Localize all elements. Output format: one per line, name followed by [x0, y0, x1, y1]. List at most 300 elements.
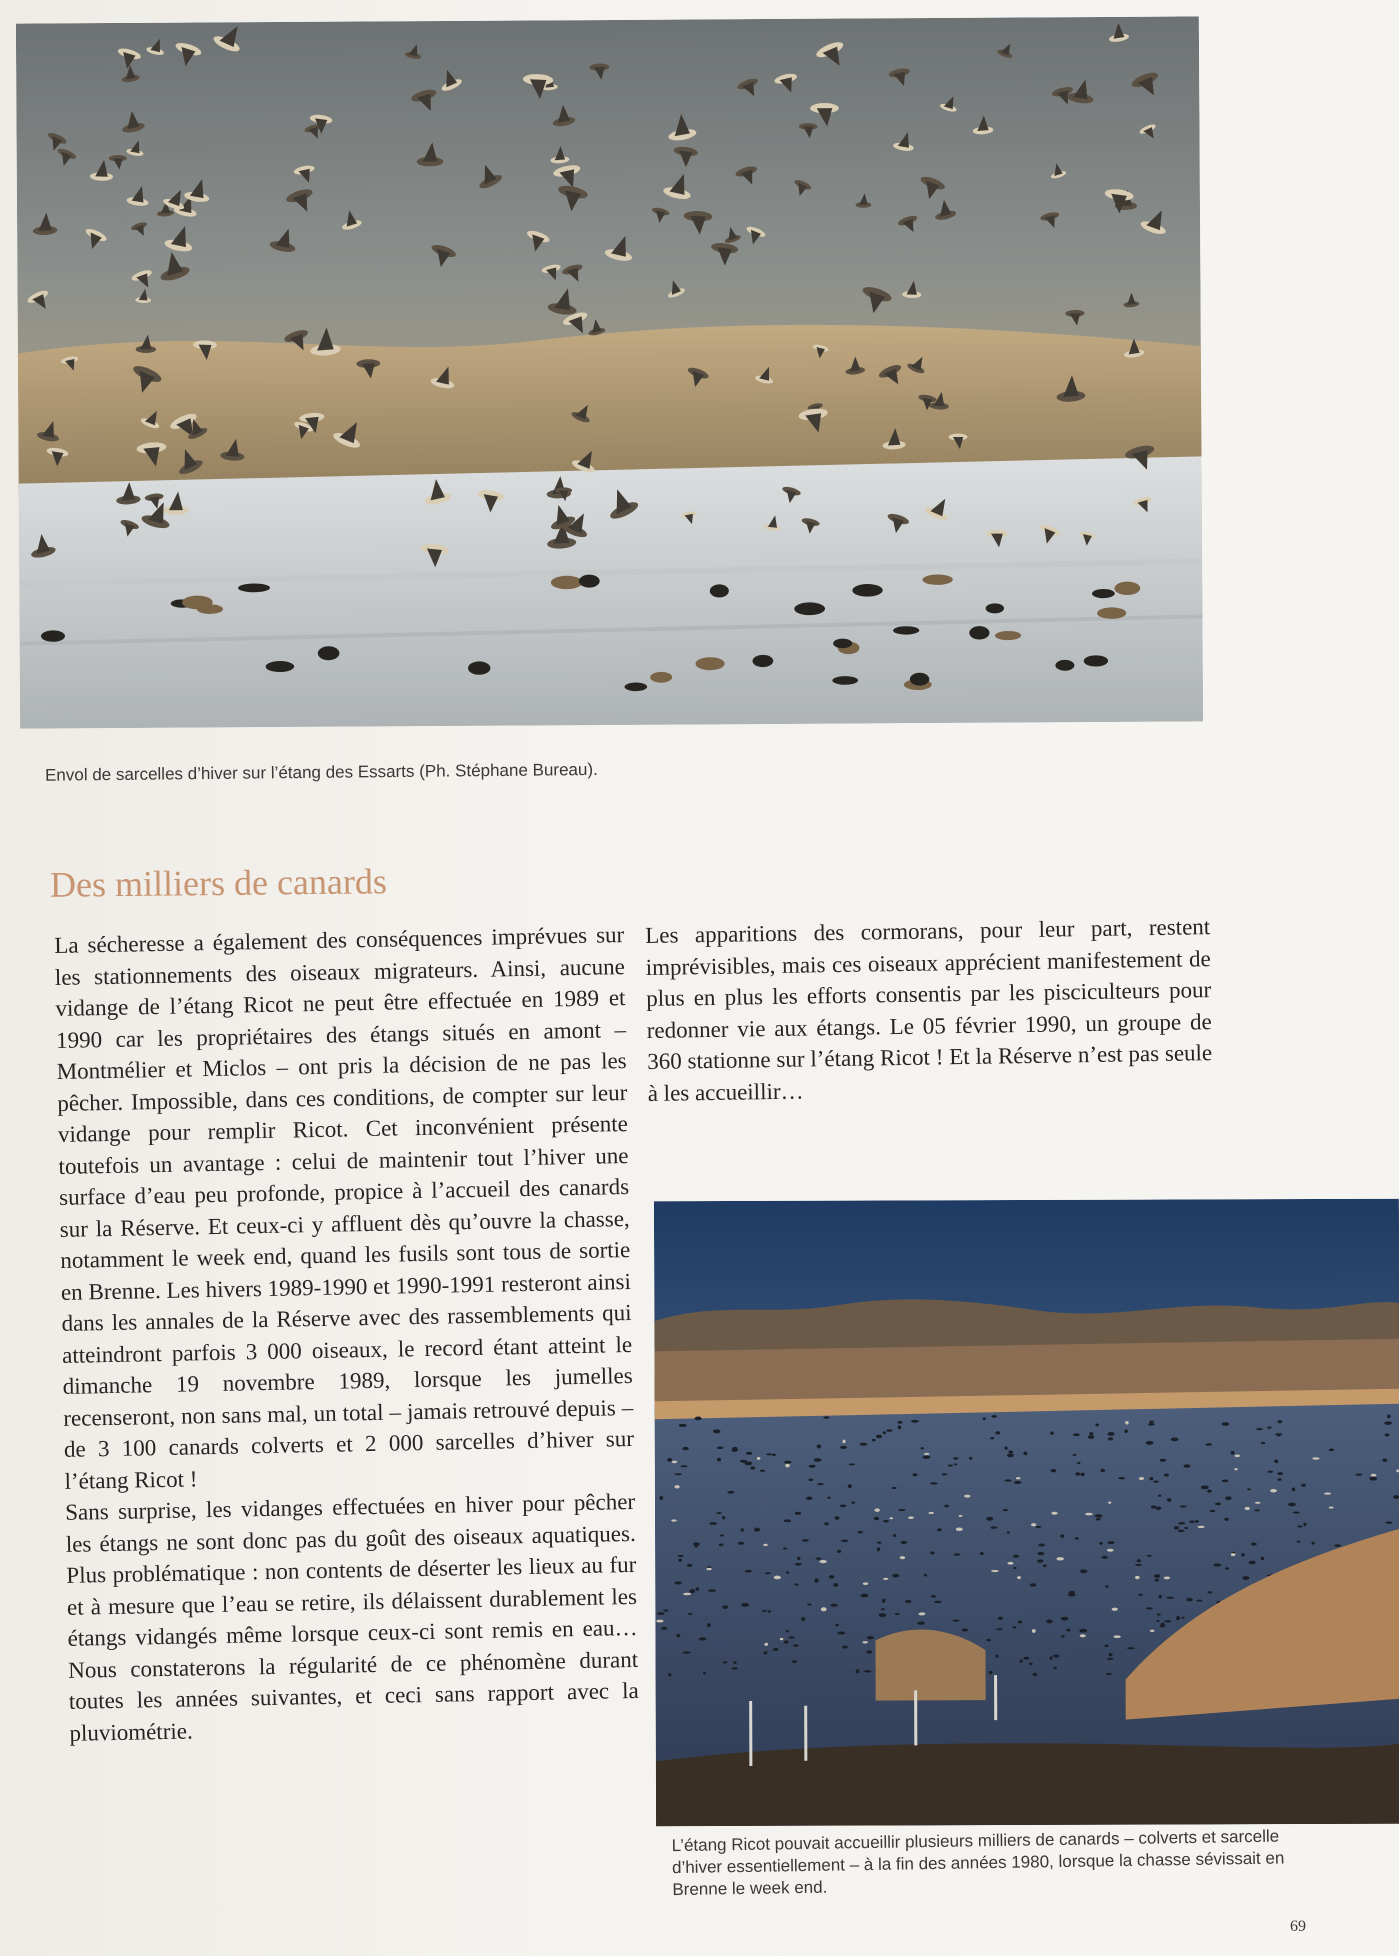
distant-duck [1095, 1423, 1098, 1426]
distant-duck [720, 1534, 724, 1536]
distant-duck [908, 1516, 914, 1519]
distant-duck [1156, 1506, 1162, 1510]
distant-duck [1186, 1598, 1193, 1601]
distant-duck [1329, 1449, 1334, 1452]
distant-duck [1107, 1549, 1114, 1552]
distant-duck [1148, 1423, 1155, 1426]
distant-duck [1329, 1506, 1334, 1508]
distant-duck [1207, 1490, 1212, 1493]
distant-duck [867, 1636, 874, 1639]
distant-duck [688, 1613, 692, 1615]
distant-duck [738, 1542, 744, 1545]
distant-duck [1073, 1454, 1077, 1456]
distant-duck [1020, 1659, 1023, 1663]
swimming-duck [969, 626, 989, 640]
distant-duck [1387, 1415, 1391, 1419]
distant-duck [1101, 1556, 1107, 1559]
distant-duck [1099, 1542, 1103, 1545]
distant-duck [788, 1636, 795, 1638]
distant-duck [1234, 1468, 1237, 1470]
distant-duck [969, 1457, 972, 1460]
distant-duck [1135, 1576, 1140, 1579]
distant-duck [1171, 1437, 1179, 1441]
distant-duck [1100, 1469, 1105, 1472]
distant-duck [882, 1599, 886, 1603]
distant-duck [786, 1630, 789, 1632]
distant-duck [699, 1637, 707, 1640]
distant-duck [856, 1669, 860, 1673]
distant-duck [661, 1627, 667, 1630]
distant-duck [745, 1570, 752, 1573]
distant-duck [1124, 1429, 1128, 1433]
distant-duck [948, 1464, 953, 1466]
distant-duck [1080, 1569, 1087, 1573]
distant-duck [986, 1517, 993, 1521]
distant-duck [944, 1505, 949, 1508]
distant-duck [1181, 1617, 1184, 1619]
distant-duck [840, 1504, 847, 1507]
distant-duck [706, 1568, 711, 1571]
distant-duck [744, 1461, 752, 1465]
distant-duck [1270, 1489, 1277, 1492]
distant-duck [1031, 1523, 1036, 1526]
distant-duck [695, 1545, 699, 1547]
distant-duck [797, 1557, 800, 1560]
distant-duck [1017, 1576, 1021, 1579]
distant-duck [1075, 1537, 1079, 1540]
distant-duck [814, 1458, 822, 1462]
distant-duck [1112, 1608, 1118, 1611]
distant-duck [657, 1612, 665, 1615]
distant-duck [1149, 1477, 1153, 1480]
distant-duck [763, 1544, 767, 1546]
distant-duck [675, 1485, 680, 1488]
distant-duck [687, 1564, 693, 1567]
distant-duck [1371, 1474, 1377, 1477]
distant-duck [1109, 1653, 1113, 1656]
distant-duck [1222, 1479, 1229, 1482]
distant-duck [676, 1634, 680, 1637]
distant-duck [1050, 1656, 1053, 1660]
distant-duck [837, 1550, 841, 1553]
left-paragraph-2: Sans surprise, les vidanges effectuées en hiver pour pêcher les étangs ne sont donc pas du goût des oiseaux aquatiques. Plus problématique : non contents de déserter les lieux au fur et à mesure que l’eau se retire, ils délaissent durablement les étangs vidangés même lorsque ceux-ci sont remis en eau… Nous constaterons la régularité de ce phénomène durant toutes les années suivantes, et ceci sans rapport avec la pluviométrie. [64, 1488, 639, 1746]
distant-duck [1014, 1481, 1021, 1484]
distant-duck [1125, 1421, 1129, 1424]
teal-flight-illustration [16, 16, 1203, 728]
distant-duck [1157, 1613, 1161, 1615]
distant-duck [858, 1531, 864, 1534]
distant-duck [1017, 1620, 1022, 1623]
distant-duck [1108, 1541, 1115, 1544]
distant-duck [861, 1594, 869, 1598]
distant-duck [1032, 1629, 1036, 1633]
distant-duck [1296, 1541, 1300, 1543]
distant-duck [719, 1543, 724, 1546]
distant-duck [990, 1526, 997, 1529]
distant-duck [1051, 1469, 1057, 1472]
teal-flight-photo [16, 16, 1203, 728]
distant-duck [931, 1595, 936, 1598]
distant-duck [1146, 1441, 1154, 1445]
distant-duck [842, 1646, 848, 1649]
distant-duck [757, 1457, 761, 1460]
distant-duck [1154, 1574, 1160, 1578]
distant-duck [823, 1416, 829, 1418]
swimming-duck [910, 673, 929, 686]
distant-duck [953, 1457, 958, 1459]
distant-duck [795, 1512, 802, 1515]
distant-duck [1046, 1619, 1052, 1623]
distant-duck [1249, 1561, 1256, 1565]
distant-duck [1382, 1458, 1387, 1461]
distant-duck [995, 1431, 1000, 1434]
distant-duck [695, 1587, 699, 1591]
distant-duck [667, 1458, 672, 1462]
distant-duck [717, 1446, 724, 1449]
distant-duck [693, 1542, 700, 1545]
distant-duck [678, 1559, 682, 1562]
distant-duck [1137, 1559, 1141, 1562]
distant-duck [732, 1447, 737, 1450]
distant-duck [1189, 1520, 1194, 1523]
distant-duck [1138, 1594, 1143, 1596]
distant-duck [801, 1617, 805, 1621]
distant-duck [656, 1620, 663, 1623]
distant-duck [1089, 1432, 1093, 1435]
distant-duck [750, 1466, 755, 1469]
distant-duck [1105, 1585, 1109, 1588]
distant-duck [986, 1639, 991, 1642]
distant-duck [1030, 1583, 1037, 1586]
distant-duck [766, 1453, 771, 1455]
distant-duck [1012, 1626, 1016, 1628]
distant-duck [983, 1417, 986, 1420]
distant-duck [918, 1612, 925, 1615]
distant-duck [877, 1547, 881, 1551]
left-paragraph-1: La sécheresse a également des conséquences imprévues sur les stationnements des oiseaux migrateurs. Ainsi, aucune vidange de l’étang Ricot ne peut être effectuée en 1989 et 1990 car les propriétaires des étangs situés en amont – Montmélier et Miclos – ont pris la décision de ne pas les pêcher. Impossible, dans ces conditions, de compter sur leur vidange pour remplir Ricot. Cet inconvénient présente toutefois un avantage : celui de maintenir tout l’hiver une surface d’eau peu profonde, propice à l’accueil des canards sur la Réserve. Et ceux-ci y affluent dès qu’ouvre la chasse, notamment le week end, quand les fusils sont tous de sortie en Brenne. Les hivers 1989-1990 et 1990-1991 resteront ainsi dans les annales de la Réserve avec des rassemblements qui atteindront parfois 3 000 oiseaux, le record étant atteint le dimanche 19 novembre 1989, lorsque les jumelles recenseront, non sans mal, un total – jamais retrouvé depuis – de 3 100 canards colverts et 2 000 sarcelles d’hiver sur l’étang Ricot ! [54, 922, 635, 1494]
distant-duck [1096, 1518, 1101, 1520]
etang-ricot-photo [654, 1199, 1399, 1827]
distant-duck [817, 1445, 821, 1449]
distant-duck [1023, 1657, 1029, 1660]
distant-duck [785, 1464, 789, 1468]
distant-duck [900, 1556, 906, 1559]
distant-duck [1147, 1555, 1152, 1557]
distant-duck [1242, 1576, 1249, 1580]
distant-duck [754, 1528, 760, 1532]
distant-duck [1160, 1459, 1167, 1462]
distant-duck [1061, 1617, 1069, 1621]
distant-duck [1288, 1503, 1296, 1507]
distant-duck [1183, 1464, 1190, 1467]
distant-duck [1164, 1577, 1170, 1580]
distant-duck [891, 1487, 896, 1489]
right-paragraph-1: Les apparitions des cormorans, pour leur part, restent imprévisibles, mais ces oiseaux apprécient manifestement de plus en plus les efforts consentis par les pisciculteurs pour redonner vie aux étangs. Le 05 février 1990, un groupe de 360 stationne sur l’étang Ricot ! Et la Réserve n’est pas seule à les accueillir… [645, 914, 1213, 1106]
distant-duck [991, 1415, 997, 1418]
distant-duck [1277, 1420, 1282, 1423]
top-photo-caption: Envol de sarcelles d’hiver sur l’étang des Essarts (Ph. Stéphane Bureau). [44, 759, 598, 785]
distant-duck [794, 1583, 798, 1585]
distant-duck [1108, 1502, 1111, 1504]
distant-duck [956, 1527, 963, 1531]
distant-duck [1178, 1522, 1185, 1525]
distant-duck [689, 1589, 695, 1593]
distant-duck [1231, 1553, 1236, 1556]
distant-duck [1033, 1673, 1038, 1677]
distant-duck [767, 1610, 771, 1612]
distant-duck [1384, 1421, 1392, 1425]
distant-duck [883, 1431, 886, 1434]
distant-duck [1224, 1518, 1228, 1521]
swimming-duck [710, 584, 729, 597]
distant-duck [1209, 1510, 1215, 1512]
distant-duck [1245, 1507, 1250, 1510]
distant-duck [1153, 1480, 1158, 1482]
distant-duck [1222, 1422, 1230, 1426]
distant-duck [806, 1496, 812, 1500]
distant-duck [1007, 1531, 1010, 1533]
distant-duck [1108, 1437, 1113, 1440]
distant-duck [1068, 1593, 1076, 1597]
distant-duck [1225, 1496, 1232, 1500]
distant-duck [1080, 1473, 1085, 1477]
distant-duck [1205, 1443, 1212, 1445]
distant-duck [663, 1609, 668, 1611]
distant-duck [911, 1420, 919, 1423]
distant-duck [1261, 1557, 1264, 1560]
distant-duck [874, 1508, 879, 1511]
distant-duck [1231, 1451, 1235, 1455]
bottom-photo-caption: L’étang Ricot pouvait accueillir plusieurs milliers de canards – colverts et sarcelle d’hiver essentiellement – à la fin des années 1980, lorsque la chasse sévissait en Brenne le week end. [671, 1826, 1285, 1900]
distant-duck [942, 1473, 948, 1475]
distant-duck [1104, 1645, 1108, 1648]
distant-duck [837, 1632, 845, 1635]
distant-duck [1267, 1426, 1271, 1428]
distant-duck [1013, 1567, 1016, 1569]
distant-duck [874, 1517, 879, 1521]
distant-duck [860, 1443, 868, 1446]
distant-duck [898, 1425, 901, 1429]
distant-duck [1005, 1446, 1008, 1450]
distant-duck [1167, 1498, 1172, 1502]
distant-duck [1297, 1526, 1302, 1528]
distant-duck [1053, 1667, 1056, 1670]
distant-duck [808, 1478, 813, 1481]
distant-duck [741, 1528, 744, 1531]
distant-duck [848, 1484, 852, 1488]
distant-duck [771, 1454, 776, 1456]
distant-duck [1176, 1616, 1180, 1620]
distant-duck [1051, 1512, 1057, 1515]
distant-duck [872, 1439, 876, 1441]
distant-duck [731, 1667, 738, 1669]
distant-duck [1038, 1552, 1045, 1555]
distant-duck [862, 1641, 868, 1643]
distant-duck [1385, 1434, 1390, 1437]
page-number: 69 [1290, 1918, 1306, 1935]
distant-duck [930, 1551, 934, 1554]
distant-duck [1292, 1487, 1296, 1491]
distant-duck [1184, 1527, 1188, 1529]
distant-duck [659, 1496, 663, 1500]
distant-duck [762, 1610, 766, 1612]
distant-duck [892, 1574, 899, 1578]
distant-duck [1139, 1477, 1144, 1480]
distant-duck [835, 1624, 839, 1627]
section-heading: Des milliers de canards [49, 861, 388, 905]
distant-duck [1053, 1654, 1059, 1657]
distant-duck [1164, 1474, 1169, 1477]
distant-duck [1080, 1634, 1086, 1637]
distant-duck [1158, 1494, 1161, 1496]
etang-ricot-illustration [654, 1199, 1399, 1827]
distant-duck [1312, 1542, 1315, 1545]
distant-duck [671, 1519, 677, 1521]
distant-duck [764, 1651, 768, 1654]
distant-duck [1060, 1534, 1064, 1537]
distant-duck [1241, 1553, 1245, 1556]
distant-duck [1107, 1658, 1113, 1660]
distant-duck [784, 1461, 791, 1464]
distant-duck [1106, 1673, 1112, 1675]
distant-duck [1037, 1559, 1043, 1562]
distant-duck [717, 1458, 721, 1462]
distant-duck [1003, 1509, 1008, 1511]
distant-duck [1073, 1433, 1080, 1436]
distant-duck [746, 1452, 753, 1455]
distant-duck [1038, 1544, 1045, 1547]
distant-duck [928, 1512, 934, 1514]
distant-duck [1075, 1472, 1080, 1475]
distant-duck [998, 1617, 1003, 1620]
distant-duck [1149, 1421, 1154, 1423]
distant-duck [824, 1522, 828, 1525]
distant-duck [924, 1574, 927, 1577]
distant-duck [964, 1495, 970, 1498]
distant-duck [783, 1548, 787, 1550]
distant-duck [833, 1583, 838, 1587]
distant-duck [707, 1623, 711, 1627]
distant-duck [1023, 1452, 1027, 1456]
distant-duck [1235, 1454, 1240, 1457]
distant-duck [842, 1440, 845, 1444]
distant-duck [786, 1571, 789, 1574]
distant-duck [682, 1447, 688, 1450]
distant-duck [1007, 1562, 1013, 1565]
distant-duck [1156, 1620, 1159, 1622]
distant-duck [1079, 1629, 1087, 1633]
distant-duck [962, 1629, 968, 1632]
left-text-column [54, 919, 640, 1749]
distant-duck [877, 1542, 881, 1544]
distant-duck [917, 1621, 925, 1624]
distant-duck [815, 1558, 821, 1560]
distant-duck [802, 1539, 809, 1542]
distant-duck [1159, 1595, 1162, 1599]
distant-duck [695, 1417, 702, 1421]
distant-duck [1029, 1662, 1033, 1665]
distant-duck [733, 1661, 736, 1664]
distant-duck [807, 1603, 812, 1605]
distant-duck [795, 1563, 802, 1566]
distant-duck [1334, 1544, 1341, 1547]
distant-duck [773, 1648, 779, 1651]
distant-duck [1155, 1579, 1159, 1582]
distant-duck [895, 1613, 900, 1615]
distant-duck [1213, 1563, 1221, 1566]
distant-duck [1056, 1557, 1064, 1560]
distant-duck [840, 1446, 847, 1449]
distant-duck [1247, 1488, 1251, 1490]
distant-duck [1095, 1514, 1103, 1517]
distant-duck [1050, 1431, 1054, 1434]
distant-duck [760, 1470, 765, 1472]
distant-duck [741, 1603, 749, 1607]
distant-duck [784, 1519, 791, 1522]
distant-duck [809, 1465, 816, 1468]
distant-duck [774, 1576, 781, 1580]
distant-duck [723, 1661, 727, 1663]
distant-duck [678, 1555, 684, 1557]
distant-duck [780, 1638, 784, 1640]
distant-duck [1061, 1635, 1065, 1637]
distant-duck [1274, 1460, 1278, 1464]
distant-duck [881, 1608, 885, 1610]
distant-duck [879, 1613, 886, 1617]
distant-duck [921, 1447, 924, 1449]
distant-duck [1369, 1477, 1377, 1481]
distant-duck [876, 1435, 882, 1439]
distant-duck [1303, 1523, 1306, 1527]
distant-duck [866, 1650, 872, 1653]
distant-duck [1043, 1564, 1047, 1567]
distant-duck [1254, 1509, 1259, 1511]
distant-duck [1160, 1624, 1166, 1627]
distant-duck [722, 1605, 728, 1609]
distant-duck [1178, 1530, 1185, 1533]
distant-duck [1261, 1442, 1266, 1444]
distant-duck [883, 1520, 889, 1523]
distant-duck [886, 1429, 892, 1431]
distant-duck [679, 1424, 687, 1427]
distant-duck [668, 1673, 671, 1677]
distant-duck [1013, 1555, 1019, 1558]
distant-duck [883, 1578, 888, 1580]
distant-duck [989, 1671, 993, 1674]
distant-duck [937, 1528, 942, 1531]
distant-duck [1301, 1484, 1306, 1487]
distant-duck [722, 1516, 725, 1519]
distant-duck [959, 1515, 963, 1517]
distant-duck [1008, 1451, 1013, 1454]
distant-duck [713, 1429, 720, 1433]
distant-duck [1066, 1629, 1070, 1632]
distant-duck [913, 1473, 918, 1476]
swimming-duck [318, 646, 340, 660]
distant-duck [1174, 1526, 1179, 1530]
distant-duck [1225, 1567, 1229, 1570]
distant-duck [980, 1552, 984, 1555]
distant-duck [893, 1534, 896, 1537]
distant-duck [1277, 1472, 1283, 1475]
distant-duck [830, 1604, 837, 1607]
distant-duck [863, 1582, 869, 1585]
distant-duck [1215, 1503, 1221, 1506]
distant-duck [990, 1437, 994, 1439]
distant-duck [835, 1516, 840, 1520]
distant-duck [672, 1461, 678, 1464]
distant-duck [851, 1501, 855, 1503]
